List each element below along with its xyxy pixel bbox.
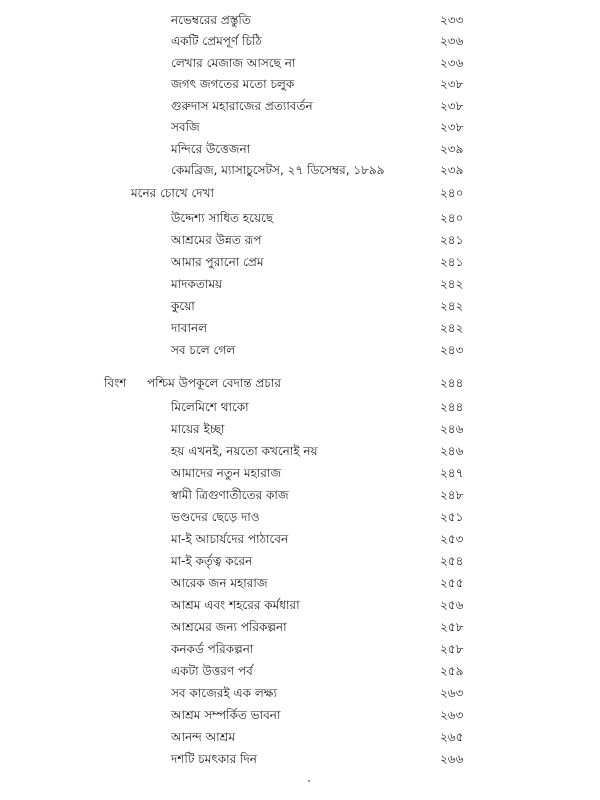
toc-entry xyxy=(0,340,600,360)
toc-entry xyxy=(0,419,600,439)
page-number: ২৫৮ xyxy=(440,620,464,634)
entry-title: হয় এখনই, নয়তো কখনোই নয় xyxy=(171,444,318,458)
toc-entry xyxy=(0,529,600,549)
entry-title: নভেম্বরের প্রস্তুতি xyxy=(171,13,251,27)
page-number: ২৪০ xyxy=(440,186,464,200)
page-number: ২৪১ xyxy=(440,255,464,269)
page-number: ২৫৩ xyxy=(440,532,464,546)
entry-title: আমার পুরানো প্রেম xyxy=(171,255,264,269)
toc-entry xyxy=(0,53,600,73)
entry-title: আনন্দ আশ্রম xyxy=(171,730,235,744)
page-number: ২৪৭ xyxy=(440,466,464,480)
toc-entry xyxy=(0,208,600,228)
chapter-label: বিংশ xyxy=(104,376,127,390)
toc-entry xyxy=(0,749,600,769)
entry-title: মিলেমিশে থাকো xyxy=(171,400,249,414)
toc-entry xyxy=(0,318,600,338)
entry-title: মা-ই কর্তৃত্ব করেন xyxy=(171,554,253,568)
entry-title: আরেক জন মহারাজ xyxy=(171,576,268,590)
entry-title: দশটি চমৎকার দিন xyxy=(171,752,257,766)
entry-title: একটি প্রেমপূর্ণ চিঠি xyxy=(171,34,262,48)
entry-title: কেমব্রিজ, ম্যাসাচুসেটস, ২৭ ডিসেম্বর, ১৮৯৯ xyxy=(171,163,385,177)
entry-title: উদ্দেশ্য সাধিত হয়েছে xyxy=(171,211,274,225)
page-number: ২৫৫ xyxy=(440,576,464,590)
entry-title: জগৎ জগতের মতো চলুক xyxy=(171,77,295,91)
toc-entry xyxy=(0,551,600,571)
page-number: ২৬৩ xyxy=(440,708,464,722)
page-number: ২৪৬ xyxy=(440,444,464,458)
toc-entry xyxy=(0,727,600,747)
toc-entry xyxy=(0,463,600,483)
toc-entry xyxy=(0,507,600,527)
toc-entry xyxy=(0,274,600,294)
entry-title: স্বামী ত্রিগুণাতীতের কাজ xyxy=(171,488,289,502)
page-number: ২৩৮ xyxy=(440,99,464,113)
page-number: ২৪৩ xyxy=(440,343,464,357)
page-number: ২৬৬ xyxy=(440,752,464,766)
entry-title: মা-ই আচার্যদের পাঠাবেন xyxy=(171,532,289,546)
toc-entry xyxy=(0,595,600,615)
toc-entry xyxy=(0,74,600,94)
page-number: ২৩৩ xyxy=(440,13,464,27)
page-number: ২৪১ xyxy=(440,233,464,247)
page-number: ২৪২ xyxy=(440,277,464,291)
toc-entry xyxy=(0,10,600,30)
page-number: ২৫১ xyxy=(440,510,464,524)
toc-entry xyxy=(0,96,600,116)
toc-entry xyxy=(0,639,600,659)
toc-entry xyxy=(0,441,600,461)
entry-title: কনকর্ড পরিকল্পনা xyxy=(171,642,254,656)
entry-title: ভণ্ডদের ছেড়ে দাও xyxy=(171,510,260,524)
toc-entry xyxy=(0,160,600,180)
toc-entry xyxy=(0,573,600,593)
toc-entry xyxy=(0,296,600,316)
toc-section-entry xyxy=(0,183,600,203)
page-number: ২৫৮ xyxy=(440,642,464,656)
entry-title: সব চলে গেল xyxy=(171,343,236,357)
entry-title: আশ্রমের জন্য পরিকল্পনা xyxy=(171,620,287,634)
stray-ink-dot xyxy=(308,780,310,782)
page-number: ২৪৪ xyxy=(440,400,464,414)
entry-title: আশ্রম সম্পর্কিত ভাবনা xyxy=(171,708,281,722)
toc-entry xyxy=(0,485,600,505)
page-number: ২৩৮ xyxy=(440,120,464,134)
toc-entry xyxy=(0,683,600,703)
entry-title: সবজি xyxy=(171,120,200,134)
page-number: ২৫৬ xyxy=(440,598,464,612)
page-number: ২৪২ xyxy=(440,321,464,335)
page-number: ২৩৬ xyxy=(440,56,464,70)
page-number: ২৬৫ xyxy=(440,730,464,744)
toc-chapter-entry xyxy=(0,373,600,393)
entry-title: আমাদের নতুন মহারাজ xyxy=(171,466,282,480)
toc-entry xyxy=(0,139,600,159)
page-number: ২৩৬ xyxy=(440,34,464,48)
page-number: ২৪৬ xyxy=(440,422,464,436)
entry-title: পশ্চিম উপকূলে বেদান্ত প্রচার xyxy=(147,376,281,390)
entry-title: মনের চোখে দেখা xyxy=(131,186,214,200)
entry-title: গুরুদাস মহারাজের প্রত্যাবর্তন xyxy=(171,99,313,113)
page-number: ২৪৮ xyxy=(440,488,464,502)
toc-entry xyxy=(0,31,600,51)
page-number: ২৫৯ xyxy=(440,664,464,678)
page-number: ২৬৩ xyxy=(440,686,464,700)
entry-title: মাদকতাময় xyxy=(171,277,223,291)
toc-entry xyxy=(0,117,600,137)
entry-title: মায়ের ইচ্ছা xyxy=(171,422,225,436)
entry-title: সব কাজেরই এক লক্ষ্য xyxy=(171,686,277,700)
toc-entry xyxy=(0,230,600,250)
page-number: ২৪৪ xyxy=(440,376,464,390)
entry-title: আশ্রম এবং শহরের কর্মধারা xyxy=(171,598,300,612)
entry-title: আশ্রমের উন্নত রূপ xyxy=(171,233,262,247)
entry-title: লেখার মেজাজ আসছে না xyxy=(171,56,296,70)
page-number: ২৪০ xyxy=(440,211,464,225)
entry-title: একটা উত্তরণ পর্ব xyxy=(171,664,253,678)
page-number: ২৩৯ xyxy=(440,163,464,177)
page-number: ২৪২ xyxy=(440,299,464,313)
entry-title: কুয়ো xyxy=(171,299,195,313)
page-number: ২৩৯ xyxy=(440,142,464,156)
toc-entry xyxy=(0,397,600,417)
toc-entry xyxy=(0,252,600,272)
toc-entry xyxy=(0,705,600,725)
page-number: ২৫৪ xyxy=(440,554,464,568)
toc-entry xyxy=(0,617,600,637)
toc-entry xyxy=(0,661,600,681)
entry-title: দাবানল xyxy=(171,321,208,335)
entry-title: মন্দিরে উত্তেজনা xyxy=(171,142,251,156)
page-number: ২৩৮ xyxy=(440,77,464,91)
